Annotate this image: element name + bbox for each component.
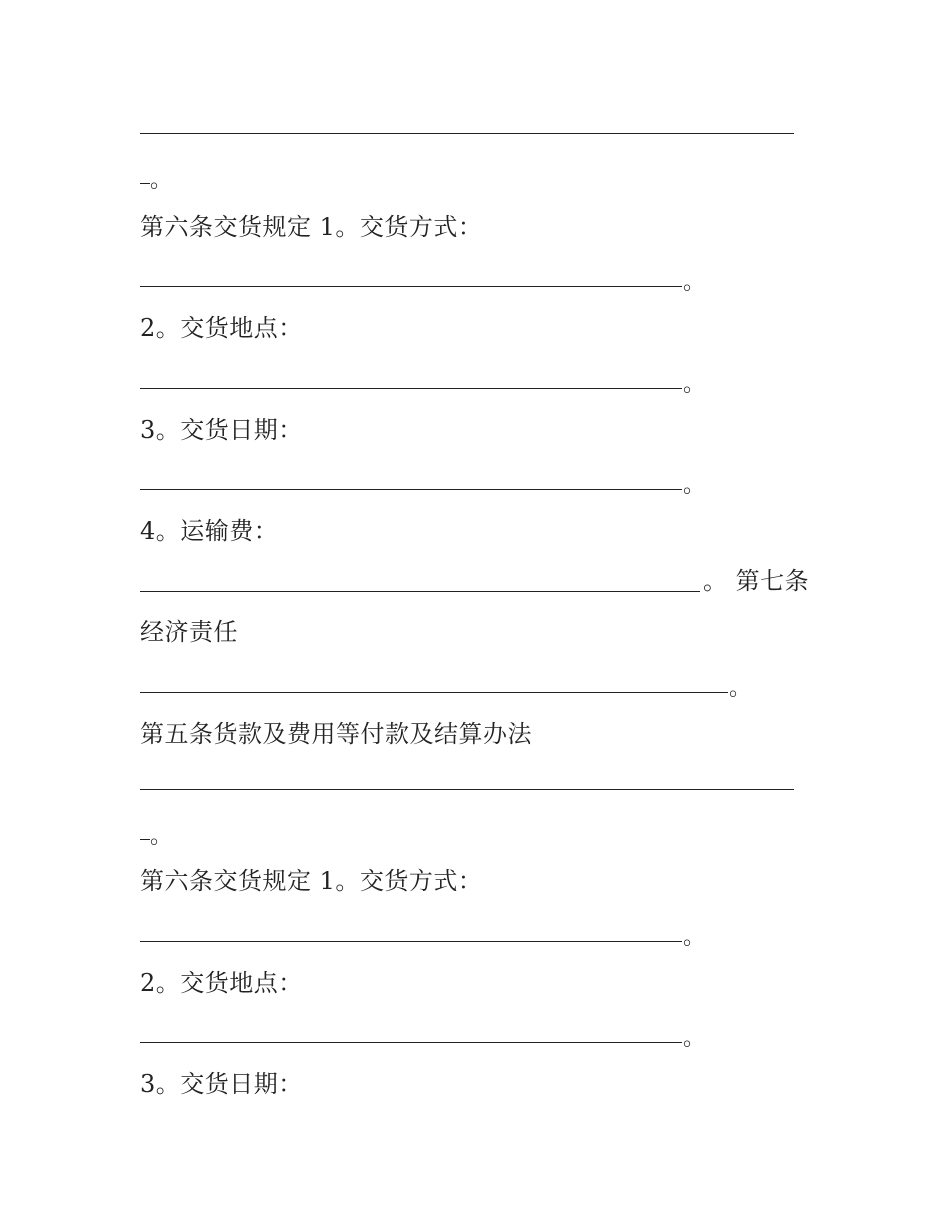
delivery-location-label: 2。交货地点：	[140, 969, 303, 997]
period-mark: 。	[683, 1026, 706, 1051]
clause-6-delivery-method: 第六条交货规定 1。交货方式：	[140, 867, 483, 895]
blank-stub	[140, 839, 150, 840]
blank-line	[140, 133, 794, 134]
economic-liability-label: 经济责任	[140, 618, 238, 646]
period-mark: 。	[683, 270, 706, 295]
clause-5-payment-heading: 第五条货款及费用等付款及结算办法	[140, 720, 532, 748]
period-mark: 。	[150, 168, 173, 193]
period-mark: 。	[150, 824, 173, 849]
delivery-location-label: 2。交货地点：	[140, 314, 303, 342]
period-mark: 。	[683, 372, 706, 397]
period-mark: 。	[683, 473, 706, 498]
blank-line	[140, 941, 682, 942]
blank-line	[140, 1042, 682, 1043]
delivery-date-label: 3。交货日期：	[140, 1070, 303, 1098]
blank-line	[140, 789, 794, 790]
blank-line	[140, 388, 682, 389]
blank-line	[140, 692, 728, 693]
freight-label: 4。运输费：	[140, 517, 279, 545]
clause-7-heading-start: 。 第七条	[703, 567, 810, 595]
blank-line	[140, 591, 700, 592]
period-mark: 。	[683, 925, 706, 950]
delivery-date-label: 3。交货日期：	[140, 416, 303, 444]
blank-line	[140, 286, 682, 287]
period-mark: 。	[729, 676, 752, 701]
clause-6-delivery-method: 第六条交货规定 1。交货方式：	[140, 213, 483, 241]
blank-line	[140, 489, 682, 490]
blank-stub	[140, 183, 150, 184]
